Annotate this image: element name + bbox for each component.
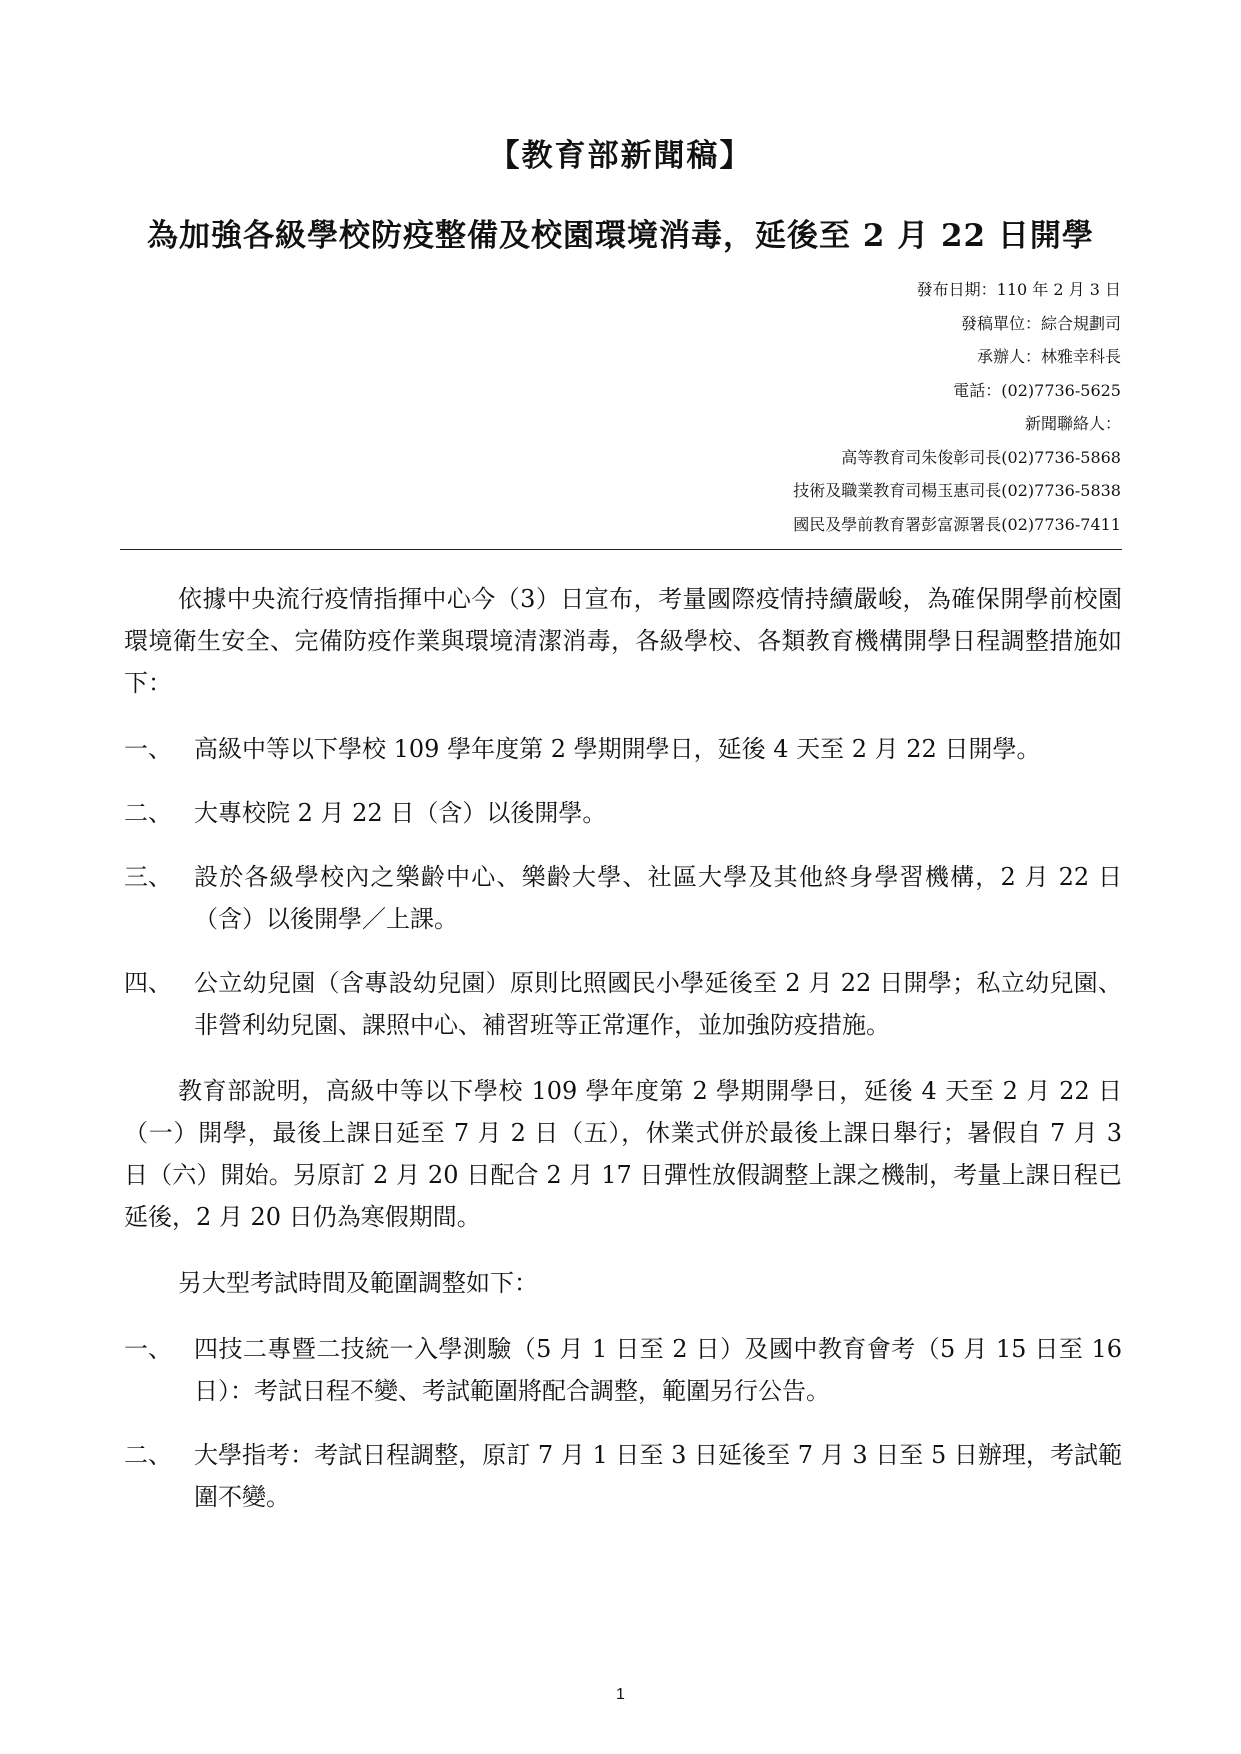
release-date: 發布日期：110 年 2 月 3 日 [916,280,1121,299]
press-contact-label: 新聞聯絡人： [1024,414,1121,433]
phone: 電話：(02)7736-5625 [953,380,1121,400]
press-contact: 技術及職業教育司楊玉惠司長(02)7736-5838 [793,481,1121,500]
item-text: 大專校院 2 月 22 日（含）以後開學。 [194,799,607,827]
exam-intro: 另大型考試時間及範圍調整如下： [178,1269,538,1297]
press-contact: 高等教育司朱俊彰司長(02)7736-5868 [841,447,1121,467]
handler: 承辦人：林雅幸科長 [976,347,1121,366]
item-text: 設於各級學校內之樂齡中心、樂齡大學、社區大學及其他終身學習機構，2 月 22 日（含）以後開學／上課。 [194,863,1122,933]
explanation-paragraph: 教育部說明，高級中等以下學校 109 學年度第 2 學期開學日，延後 4 天至 2 月 22 日（一）開學，最後上課日延至 7 月 2 日（五），休業式併於最後上課日舉行；暑假自 7 月 3 日（六）開始。另原訂 2 月 20 日配合 2 月 17 日彈性放假調整上課之機制，考量上課日程已延後，2 月 20 日仍為寒假期間。 [124,1077,1122,1231]
measure-item [124,856,1122,940]
document-title: 為加強各級學校防疫整備及校園環境消毒，延後至 2 月 22 日開學 [147,218,1094,254]
measure-item [124,728,1122,770]
exam-item [124,1328,1122,1412]
item-number: 二、 [124,799,172,827]
measure-item [124,962,1122,1046]
issuing-unit: 發稿單位：綜合規劃司 [960,313,1121,333]
press-contact: 國民及學前教育署彭富源署長(02)7736-7411 [793,514,1121,534]
page-number: 1 [616,1686,625,1703]
exam-item [124,1434,1122,1518]
item-number: 一、 [124,1335,172,1363]
item-text: 公立幼兒園（含專設幼兒園）原則比照國民小學延後至 2 月 22 日開學；私立幼兒園、非營利幼兒園、課照中心、補習班等正常運作，並加強防疫措施。 [194,969,1122,1039]
release-info [793,273,1121,541]
item-number: 三、 [124,863,172,891]
item-number: 四、 [124,969,172,997]
press-release-body [124,578,1122,1518]
item-number: 一、 [124,735,172,763]
intro-paragraph: 依據中央流行疫情指揮中心今（3）日宣布，考量國際疫情持續嚴峻，為確保開學前校園環境衛生安全、完備防疫作業與環境清潔消毒，各級學校、各類教育機構開學日程調整措施如下： [124,585,1122,697]
item-text: 高級中等以下學校 109 學年度第 2 學期開學日，延後 4 天至 2 月 22 日開學。 [194,735,1041,763]
measure-item [124,792,1122,834]
item-text: 大學指考：考試日程調整，原訂 7 月 1 日至 3 日延後至 7 月 3 日至 5 日辦理，考試範圍不變。 [194,1441,1122,1511]
item-text: 四技二專暨二技統一入學測驗（5 月 1 日至 2 日）及國中教育會考（5 月 15 日至 16 日）：考試日程不變、考試範圍將配合調整，範圍另行公告。 [194,1335,1122,1405]
item-number: 二、 [124,1441,172,1469]
header-divider [120,549,1122,550]
document-type-heading: 【教育部新聞稿】 [488,138,753,174]
